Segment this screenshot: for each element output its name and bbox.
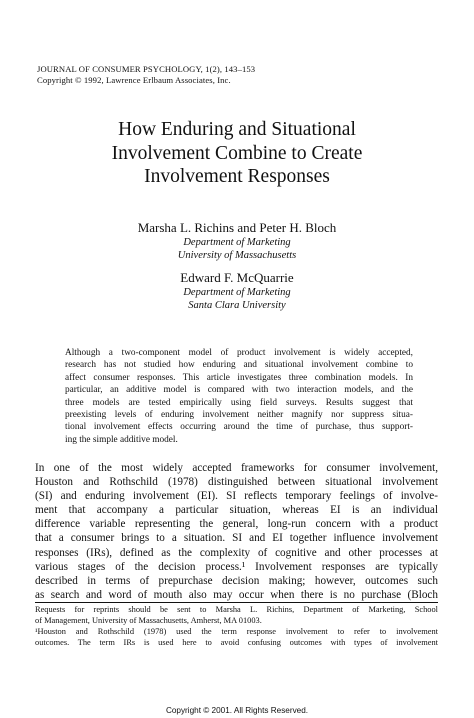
author-block-1	[0, 220, 474, 262]
body-line: responses (IRs), defined as the complexity of cognitive and other processes at	[35, 546, 438, 559]
body-line: In one of the most widely accepted frameworks for consumer involvement,	[35, 462, 438, 474]
abstract-line: tional involvement effects occurring around the time of purchase, thus support-	[65, 422, 413, 433]
title-line: How Enduring and Situational	[118, 119, 356, 140]
body-line: that a consumer brings to a situation. SI and EI together influence involvement	[35, 532, 438, 545]
author-block-2	[0, 270, 474, 312]
author-names: Marsha L. Richins and Peter H. Bloch	[137, 220, 337, 235]
body-line: various stages of the decision process.¹ Involvement responses are typically	[35, 560, 438, 573]
body-line: difference variable representing the general, long-run concern with a product	[35, 518, 438, 531]
author-university: Santa Clara University	[188, 300, 286, 311]
abstract	[65, 347, 413, 446]
abstract-line: Although a two-component model of product involvement is widely accepted,	[65, 348, 413, 358]
abstract-line: research has not studied how enduring and situational involvement combine to	[65, 360, 413, 371]
body-line: Houston and Rothschild (1978) distinguished between situational involvement	[35, 476, 438, 489]
body-paragraph	[35, 461, 438, 602]
journal-header	[37, 64, 255, 86]
body-line: described in terms of prepurchase decision making; however, outcomes such	[35, 574, 438, 587]
title-line: Involvement Responses	[144, 166, 330, 187]
body-line: as search and word of mouth also may occur when there is no purchase (Bloch	[35, 588, 438, 601]
body-line: ment that accompany a particular situation, whereas EI is an individual	[35, 504, 438, 517]
footnote-line: ¹Houston and Rothschild (1978) used the term response involvement to refer to involvement	[35, 626, 438, 636]
title-line: Involvement Combine to Create	[111, 142, 363, 164]
author-department: Department of Marketing	[183, 287, 291, 298]
copyright-footer: Copyright © 2001. All Rights Reserved.	[165, 706, 309, 715]
abstract-line: ing the simple additive model.	[65, 434, 178, 445]
footnote-line: Requests for reprints should be sent to Marsha L. Richins, Department of Marketing, School	[35, 605, 438, 614]
abstract-line: three models are tested empirically using field surveys. Results suggest that	[65, 397, 413, 408]
journal-citation: JOURNAL OF CONSUMER PSYCHOLOGY, 1(2), 143–153	[37, 64, 256, 74]
author-department: Department of Marketing	[183, 237, 291, 248]
author-university: University of Massachusetts	[177, 250, 297, 261]
abstract-line: particular, an additive model is compared with two interaction models, and the	[65, 385, 413, 396]
abstract-line: preexisting levels of enduring involvement neither magnify nor suppress situa-	[65, 410, 413, 421]
footnote-line: of Management, University of Massachusetts, Amherst, MA 01003.	[35, 615, 262, 625]
paper-title	[0, 118, 474, 189]
footnote-line: outcomes. The term IRs is used here to avoid confusing outcomes with types of involvement	[35, 637, 438, 647]
footnotes	[35, 605, 438, 649]
journal-copyright: Copyright © 1992, Lawrence Erlbaum Associates, Inc.	[37, 75, 231, 85]
body-line: (SI) and enduring involvement (EI). SI reflects temporary feelings of involve-	[35, 490, 438, 503]
author-names: Edward F. McQuarrie	[180, 270, 294, 285]
abstract-line: affect consumer responses. This article investigates three combination models. In	[65, 372, 413, 383]
footnote-rule	[35, 602, 438, 603]
